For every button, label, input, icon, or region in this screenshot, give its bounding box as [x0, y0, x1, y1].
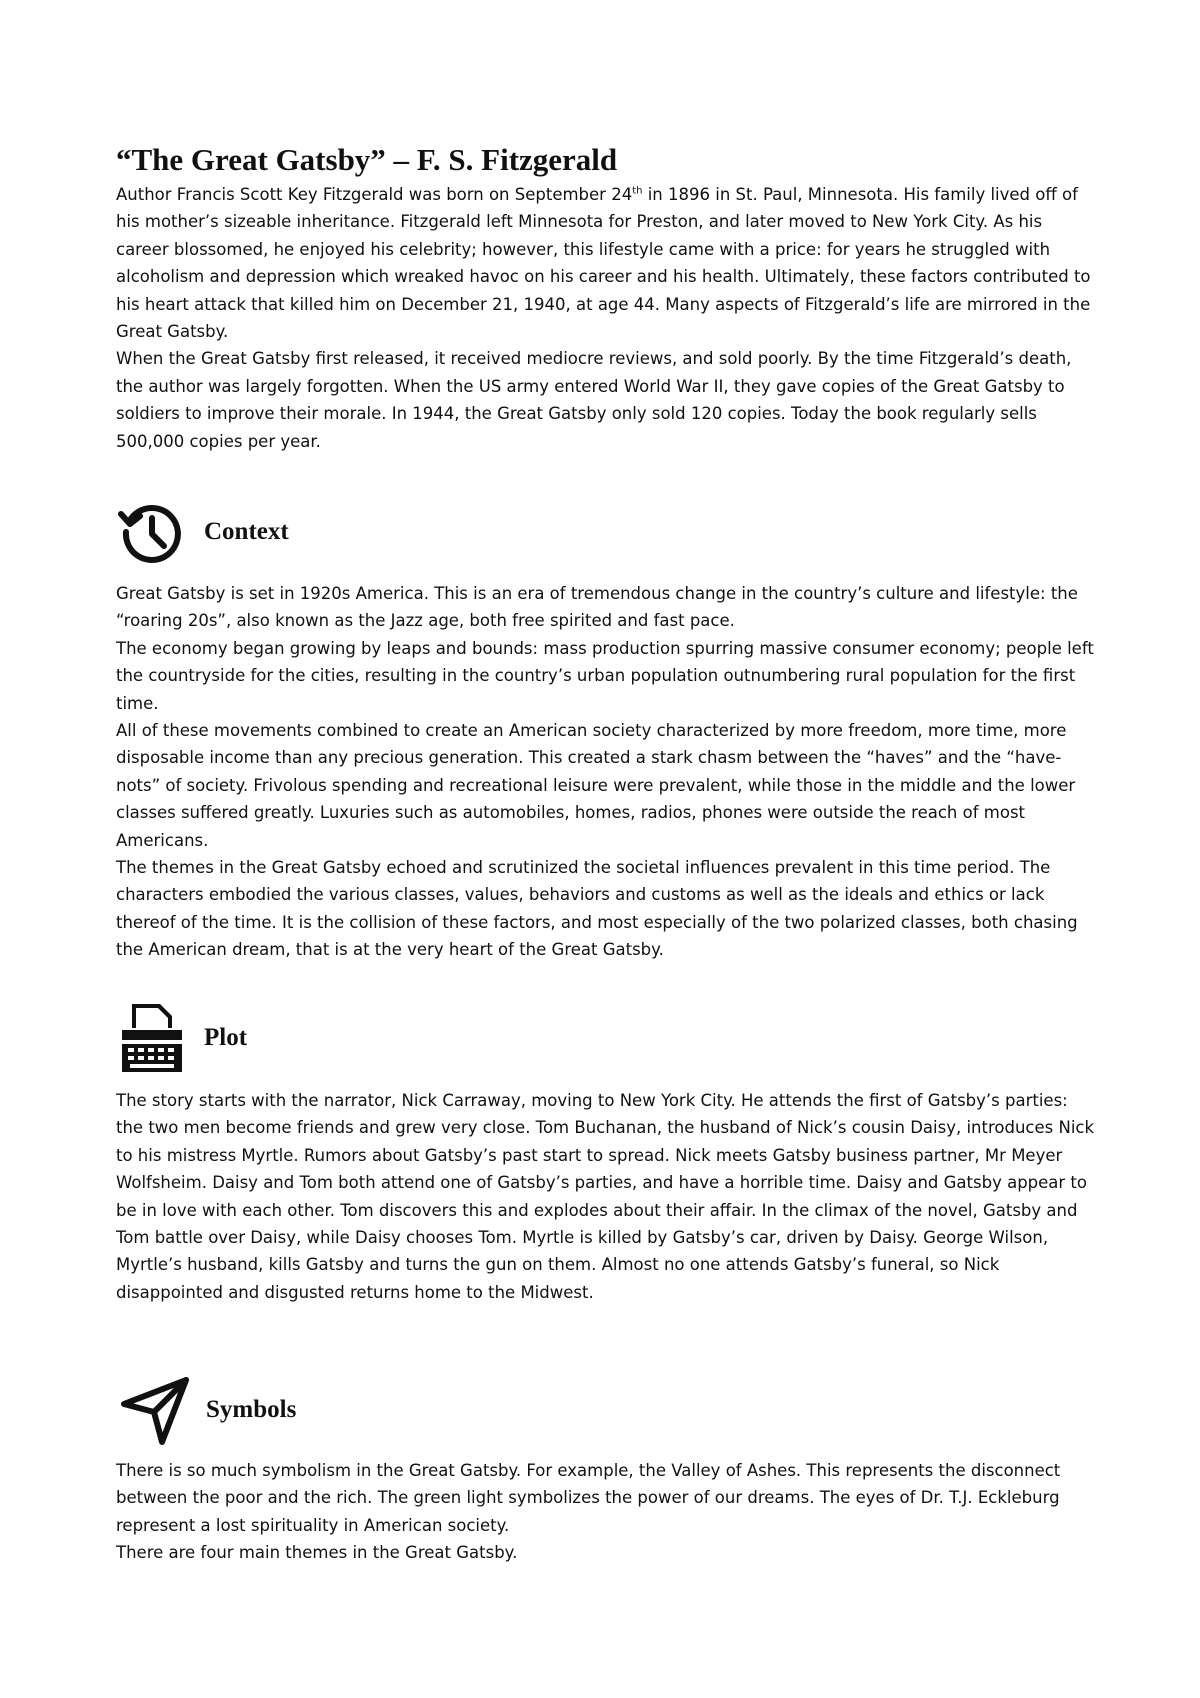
intro-paragraph-1 [116, 181, 1096, 345]
symbols-section [116, 1457, 1096, 1567]
intro-superscript: th [632, 185, 643, 197]
context-paragraph-2: The economy began growing by leaps and bounds: mass production spurring massive consumer economy; people left the countryside for the cities, resulting in the country’s urban population outnumbering rural population for the first time. [116, 638, 1094, 713]
send-arrow-icon [116, 1372, 192, 1448]
symbols-heading: Symbols [206, 1396, 297, 1423]
intro-text-1a: Author Francis Scott Key Fitzgerald was born on September 24 [116, 185, 633, 204]
document-title: “The Great Gatsby” – F. S. Fitzgerald [116, 142, 618, 177]
intro-text-1b: in 1896 in St. Paul, Minnesota. His family lived off of his mother’s sizeable inheritance. Fitzgerald left Minnesota for Preston, and later moved to New York City. As his career blossomed, he enjoyed his celebrity; however, this lifestyle came with a price: for years he struggled with alcoholism and depression which wreaked havoc on his career and his health. Ultimately, these factors contributed to his heart attack that killed him on December 21, 1940, at age 44. Many aspects of Fitzgerald’s life are mirrored in the Great Gatsby. [116, 185, 1091, 342]
plot-section [116, 1087, 1096, 1306]
symbols-paragraph-1: There is so much symbolism in the Great Gatsby. For example, the Valley of Ashes. This represents the disconnect between the poor and the rich. The green light symbolizes the power of our dreams. The eyes of Dr. T.J. Eckleburg represent a lost spirituality in American society. [116, 1461, 1061, 1535]
typewriter-icon [116, 998, 188, 1078]
context-heading: Context [204, 518, 289, 545]
plot-heading: Plot [204, 1024, 248, 1051]
context-section [116, 580, 1096, 964]
intro-paragraph-2: When the Great Gatsby first released, it received mediocre reviews, and sold poorly. By the time Fitzgerald’s death, the author was largely forgotten. When the US army entered World War II, they gave copies of the Great Gatsby to soldiers to improve their morale. In 1944, the Great Gatsby only sold 120 copies. Today the book regularly sells 500,000 copies per year. [116, 349, 1072, 451]
symbols-heading-row [116, 1365, 296, 1455]
context-paragraph-4: The themes in the Great Gatsby echoed and scrutinized the societal influences prevalent in this time period. The characters embodied the various classes, values, behaviors and customs as well as the ideals and ethics or lack thereof of the time. It is the collision of these factors, and most especially of the two polarized classes, both chasing the American dream, that is at the very heart of the Great Gatsby. [116, 858, 1078, 960]
intro-section [116, 181, 1096, 455]
context-heading-row [116, 487, 289, 577]
plot-heading-row [116, 993, 247, 1083]
context-paragraph-1: Great Gatsby is set in 1920s America. This is an era of tremendous change in the country’s culture and lifestyle: the “roaring 20s”, also known as the Jazz age, both free spirited and fast pace. [116, 584, 1078, 631]
symbols-paragraph-2: There are four main themes in the Great Gatsby. [116, 1543, 518, 1563]
history-icon [116, 496, 188, 568]
context-paragraph-3: All of these movements combined to create an American society characterized by more freedom, more time, more disposable income than any precious generation. This created a stark chasm between the “haves” and the “have-nots” of society. Frivolous spending and recreational leisure were prevalent, while those in the middle and the lower classes suffered greatly. Luxuries such as automobiles, homes, radios, phones were outside the reach of most Americans. [116, 721, 1076, 850]
plot-paragraph-1: The story starts with the narrator, Nick Carraway, moving to New York City. He attends the first of Gatsby’s parties: the two men become friends and grew very close. Tom Buchanan, the husband of Nick’s cousin Daisy, introduces Nick to his mistress Myrtle. Rumors about Gatsby’s past start to spread. Nick meets Gatsby business partner, Mr Meyer Wolfsheim. Daisy and Tom both attend one of Gatsby’s parties, and have a horrible time. Daisy and Gatsby appear to be in love with each other. Tom discovers this and explodes about their affair. In the climax of the novel, Gatsby and Tom battle over Daisy, while Daisy chooses Tom. Myrtle is killed by Gatsby’s car, driven by Daisy. George Wilson, Myrtle’s husband, kills Gatsby and turns the gun on them. Almost no one attends Gatsby’s funeral, so Nick disappointed and disgusted returns home to the Midwest. [116, 1091, 1095, 1302]
